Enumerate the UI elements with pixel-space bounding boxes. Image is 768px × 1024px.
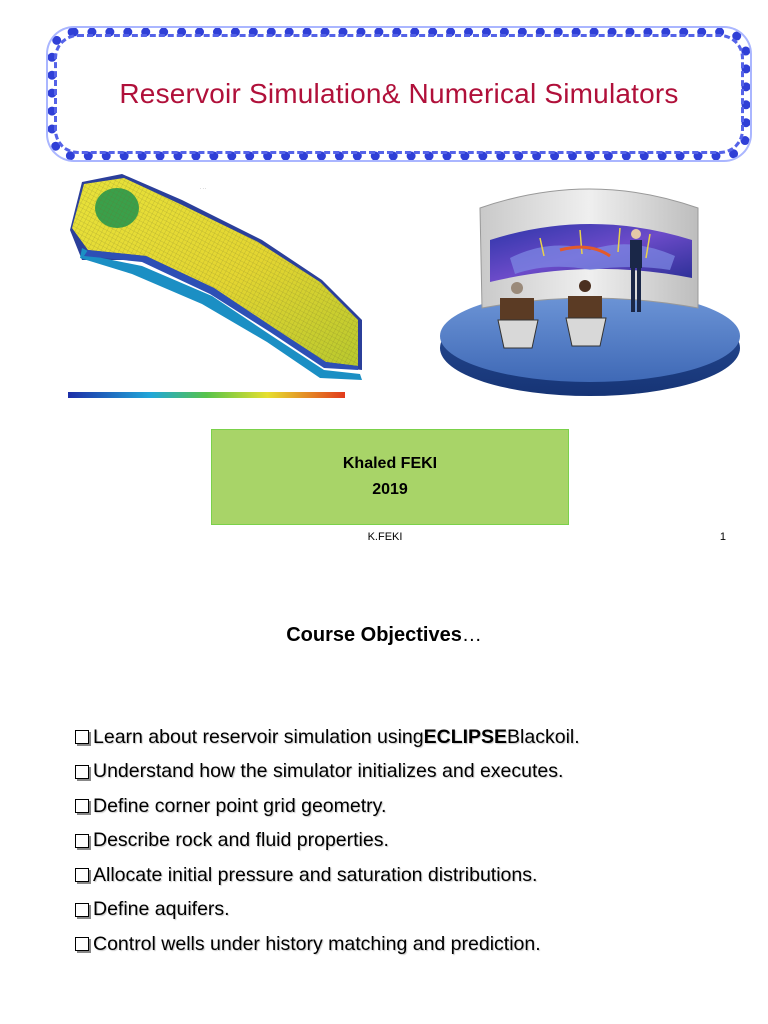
model-label: · · · [200, 186, 207, 191]
objective-keyword: ECLIPSE [423, 725, 508, 748]
objective-item [75, 824, 580, 859]
objective-item [75, 720, 580, 755]
objectives-heading-text: Course Objectives [286, 624, 462, 646]
author-box [211, 429, 569, 525]
objective-item [75, 858, 580, 893]
objective-text: Learn about reservoir simulation using [93, 725, 424, 748]
objectives-heading-suffix: … [461, 624, 482, 646]
checkbox-icon [75, 799, 89, 813]
objective-text: Control wells under history matching and prediction. [93, 932, 541, 955]
checkbox-icon [75, 765, 89, 779]
color-scale-bar [68, 392, 345, 398]
objective-text: Understand how the simulator initializes and executes. [93, 760, 564, 783]
objective-text: Define corner point grid geometry. [93, 794, 387, 817]
author-year: 2019 [372, 481, 408, 498]
page-number: 1 [719, 531, 726, 543]
author-name: Khaled FEKI [342, 455, 438, 472]
objectives-heading [0, 624, 768, 647]
objective-item [75, 893, 580, 928]
objective-item [75, 927, 580, 962]
objective-item [75, 789, 580, 824]
objectives-list [75, 720, 580, 962]
checkbox-icon [75, 937, 89, 951]
checkbox-icon [75, 834, 89, 848]
objective-text: Allocate initial pressure and saturation distributions. [93, 863, 538, 886]
checkbox-icon [75, 868, 89, 882]
objective-item [75, 755, 580, 790]
title-frame [48, 28, 750, 160]
footer-author: K.FEKI [367, 531, 403, 543]
checkbox-icon [75, 903, 89, 917]
slide-title: Reservoir Simulation& Numerical Simulators [119, 78, 679, 109]
checkbox-icon [75, 730, 89, 744]
objective-text: Define aquifers. [93, 898, 230, 921]
reservoir-model-image [62, 170, 407, 410]
objective-text-tail: Blackoil. [507, 725, 580, 748]
objective-text: Describe rock and fluid properties. [93, 829, 389, 852]
visualization-room-image [440, 178, 745, 413]
